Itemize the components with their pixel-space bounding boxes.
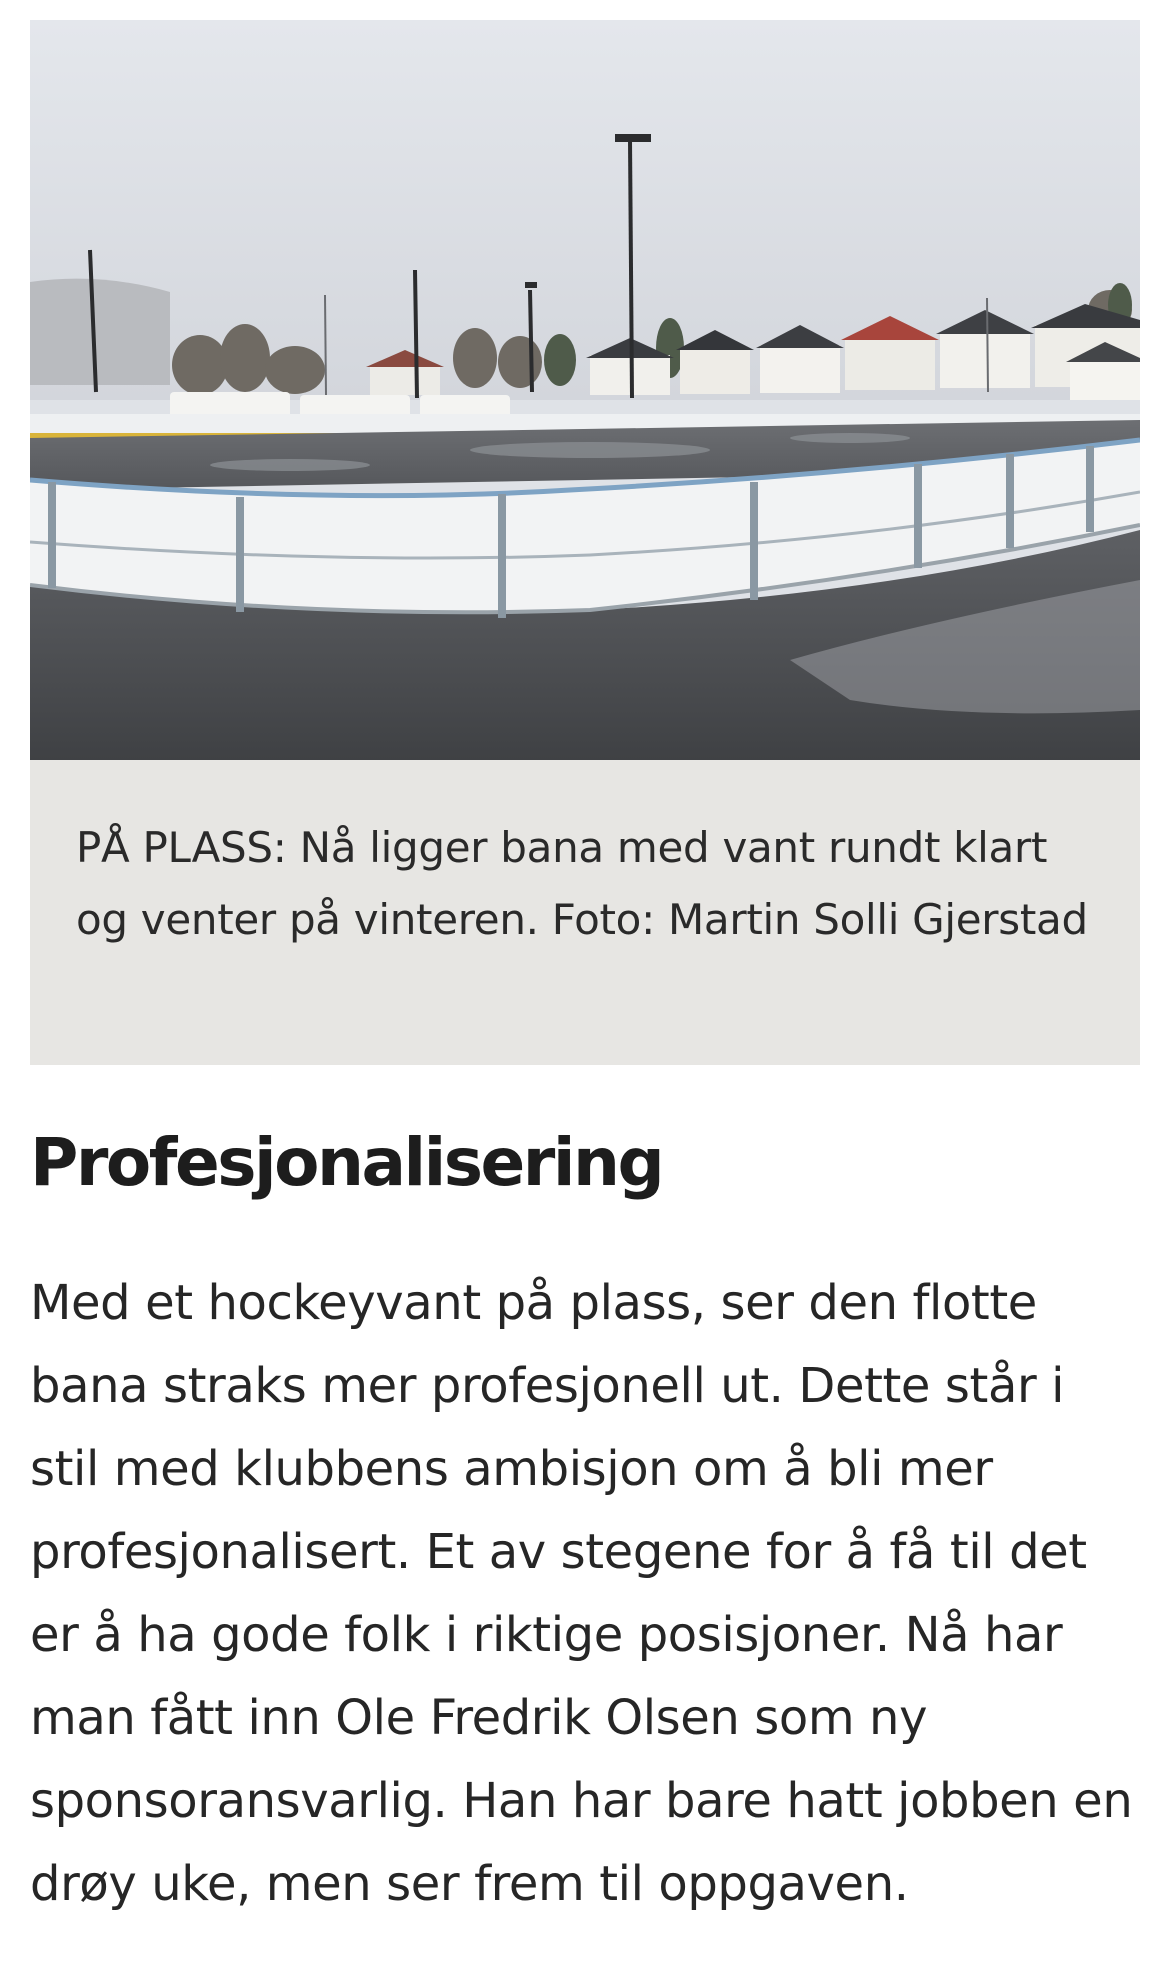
rink-photo[interactable] — [30, 20, 1140, 760]
article-figure — [30, 20, 1140, 1065]
article-paragraph: Med et hockeyvant på plass, ser den flotte bana straks mer profesjonell ut. Dette står i stil med klubbens ambisjon om å bli mer profesjonalisert. Et av stegene for å få til det er å ha gode folk i riktige posisjoner. Nå har man fått inn Ole Fredrik Olsen som ny sponsoransvarlig. Han har bare hatt jobben en drøy uke, men ser frem til oppgaven. — [30, 1275, 1133, 1912]
photo-caption: PÅ PLASS: Nå ligger bana med vant rundt klart og venter på vinteren. Foto: Martin Solli Gjerstad — [30, 760, 1140, 1065]
section-heading: Profesjonalisering — [30, 1124, 663, 1201]
rink-photo-illustration — [30, 20, 1140, 760]
